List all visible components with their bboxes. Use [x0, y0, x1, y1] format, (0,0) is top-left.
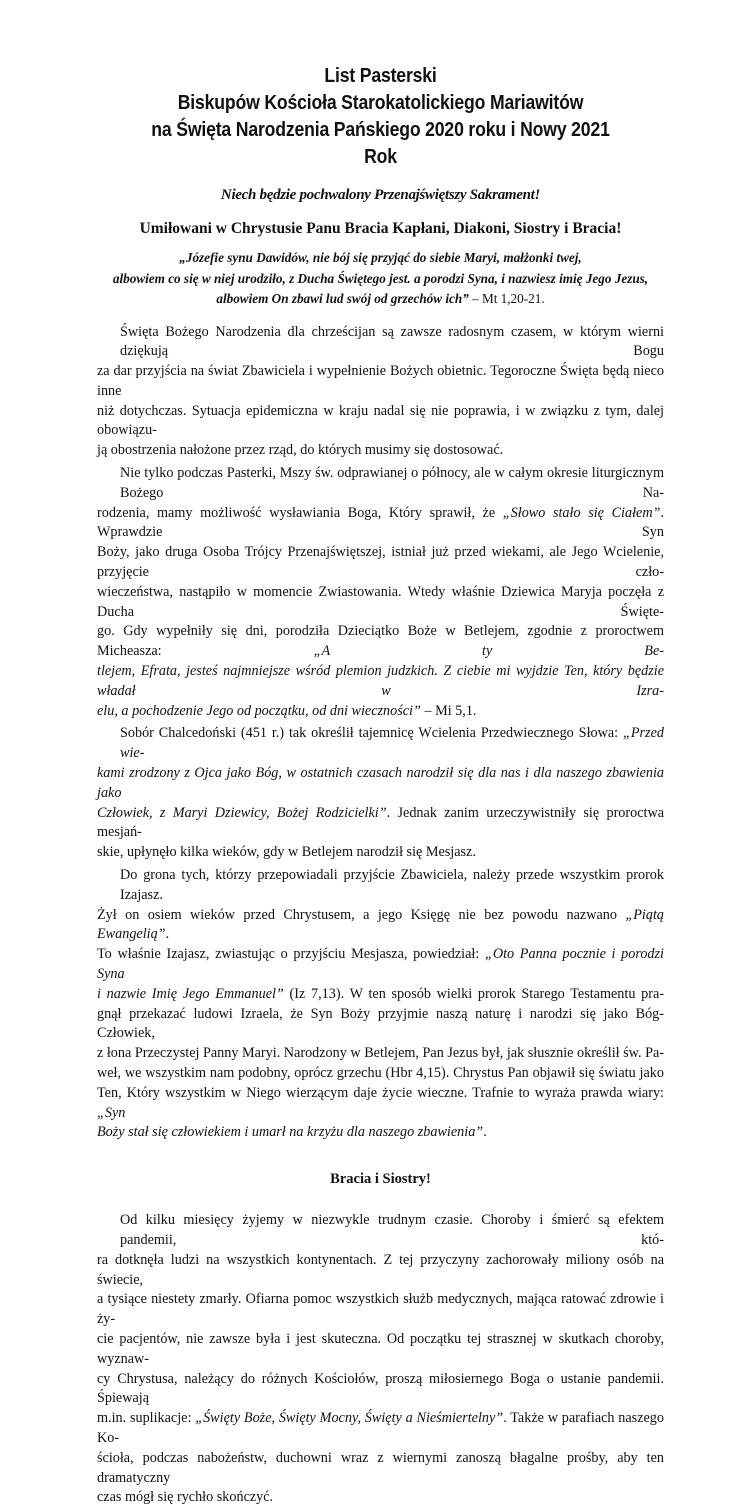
quote-line: albowiem co się w niej urodziło, z Ducha Świętego jest. a porodzi Syna, i nazwiesz imię Jego Jezus, — [112, 270, 649, 286]
quote-line: albowiem On zbawi lud swój od grzechów ich” — [216, 291, 469, 306]
title-line: List Pasterski — [324, 64, 437, 87]
text-line: ra dotknęła ludzi na wszystkich kontynentach. Z tej przyczyny zachorowały miliony osób na świecie, — [97, 1251, 664, 1288]
text-line: i nazwie Imię Jego Emmanuel” (Iz 7,13). W ten sposób wielki prorok Starego Testamentu pra- — [97, 985, 664, 1002]
text-line: niż dotychczas. Sytuacja epidemiczna w kraju nadal się nie poprawia, i w związku z tym, dalej obowiązu- — [97, 402, 664, 439]
title-line: na Święta Narodzenia Pańskiego 2020 roku i Nowy 2021 Rok — [151, 118, 610, 168]
text-line: weł, we wszystkim nam podobny, oprócz grzechu (Hbr 4,15). Chrystus Pan objawił się światu jako — [97, 1064, 664, 1081]
text-line: cie pacjentów, nie zawsze była i jest skuteczna. Od początku tej strasznej w skutkach choroby, wyznaw- — [97, 1330, 664, 1367]
text-line: elu, a pochodzenie Jego od początku, od dni wieczności” – Mi 5,1. — [97, 702, 477, 719]
text-line: Do grona tych, którzy przepowiadali przyjście Zbawiciela, należy przede wszystkim prorok Izajasz. — [120, 867, 664, 903]
praise-greeting: Niech będzie pochwalony Przenajświętszy Sakrament! — [220, 187, 541, 203]
text-line: skie, upłynęło kilka wieków, gdy w Betlejem narodził się Mesjasz. — [97, 844, 476, 861]
text-line: Człowiek, z Maryi Dziewicy, Bożej Rodzicielki”. Jednak zanim urzeczywistniły się proroctwa mesjań- — [97, 804, 664, 841]
paragraph-3 — [97, 724, 664, 863]
text-line: go. Gdy wypełniły się dni, porodziła Dzieciątko Boże w Betlejem, zgodnie z proroctwem Micheasza: „A ty Be- — [97, 623, 664, 660]
section-heading: Bracia i Siostry! — [330, 1171, 431, 1188]
letter-title — [97, 62, 664, 170]
paragraph-2 — [97, 464, 664, 721]
text-line: Ten, Który wszystkim w Niego wierzącym daje życie wieczne. Trafnie to wyraża prawda wiary: „Syn — [97, 1084, 664, 1121]
text-line: kami zrodzony z Ojca jako Bóg, w ostatnich czasach narodził się dla nas i dla naszego zbawienia jako — [97, 765, 664, 801]
text-line: wieczeństwa, nastąpiło w momencie Zwiastowania. Wtedy właśnie Dziewica Maryja poczęła z Ducha Święte- — [97, 583, 664, 620]
text-line: ścioła, podczas nabożeństw, duchowni wraz z wiernymi zanoszą błagalne prośby, aby ten dramatyczny — [97, 1449, 664, 1486]
text-line: z łona Przeczystej Panny Maryi. Narodzony w Betlejem, Pan Jezus był, jak słusznie określił św. Pa- — [97, 1045, 664, 1062]
text-line: rodzenia, mamy możliwość wysławiania Boga, Który sprawił, że „Słowo stało się Ciałem”. Wprawdzie Syn — [97, 504, 664, 541]
text-line: ją obostrzenia nałożone przez rząd, do których musimy się dostosować. — [97, 442, 504, 459]
text-line: To właśnie Izajasz, zwiastując o przyjściu Mesjasza, powiedział: „Oto Panna pocznie i porodzi Syna — [97, 946, 664, 982]
scripture-quote — [85, 248, 676, 310]
text-line: cy Chrystusa, należący do różnych Kościołów, proszą miłosiernego Boga o ustanie pandemii. Śpiewają — [97, 1370, 664, 1407]
address-greeting: Umiłowani w Chrystusie Panu Bracia Kapłani, Diakoni, Siostry i Bracia! — [139, 220, 622, 237]
quote-reference: – Mt 1,20-21. — [468, 291, 545, 306]
text-line: gnął przekazać ludowi Izraela, że Syn Boży przyjmie naszą naturę i narodzi się jako Bóg-Człowiek, — [97, 1005, 664, 1042]
text-line: Żył on osiem wieków przed Chrystusem, a jego Księgę nie bez powodu nazwano „Piątą Ewangelią”. — [97, 906, 664, 943]
paragraph-5 — [97, 1211, 664, 1508]
text-line: tlejem, Efrata, jesteś najmniejsze wśród plemion judzkich. Z ciebie mi wyjdzie Ten, który będzie władał w Izra- — [97, 663, 664, 699]
text-line: a tysiące niestety zmarły. Ofiarna pomoc wszystkich służb medycznych, mająca ratować zdrowie i ży- — [97, 1291, 664, 1328]
title-line: Biskupów Kościoła Starokatolickiego Mariawitów — [177, 91, 584, 114]
text-line: Sobór Chalcedoński (451 r.) tak określił tajemnicę Wcielenia Przedwiecznego Słowa: „Przed wie- — [120, 725, 664, 762]
text-line: Święta Bożego Narodzenia dla chrześcijan są zawsze radosnym czasem, w którym wierni dziękują Bogu — [120, 323, 664, 360]
quote-line: „Józefie synu Dawidów, nie bój się przyjąć do siebie Maryi, małżonki twej, — [179, 250, 582, 265]
text-line: m.in. suplikacje: „Święty Boże, Święty Mocny, Święty a Nieśmiertelny”. Także w parafiach naszego Ko- — [97, 1410, 664, 1446]
text-line: Nie tylko podczas Pasterki, Mszy św. odprawianej o północy, ale w całym okresie liturgicznym Bożego Na- — [120, 465, 664, 501]
text-line: Od kilku miesięcy żyjemy w niezwykle trudnym czasie. Choroby i śmierć są efektem pandemii, któ- — [120, 1212, 664, 1248]
text-line: czas mógł się rychło skończyć. — [97, 1489, 274, 1506]
text-line: za dar przyjścia na świat Zbawiciela i wypełnienie Bożych obietnic. Tegoroczne Święta będą nieco inne — [97, 363, 664, 399]
text-line: Boży stał się człowiekiem i umarł na krzyżu dla naszego zbawienia”. — [97, 1124, 487, 1141]
paragraph-4 — [97, 866, 664, 1143]
paragraph-1 — [97, 323, 664, 462]
text-line: Boży, jako druga Osoba Trójcy Przenajświętszej, istniał już przed wiekami, ale Jego Wcielenie, przyjęcie czło- — [97, 544, 664, 581]
